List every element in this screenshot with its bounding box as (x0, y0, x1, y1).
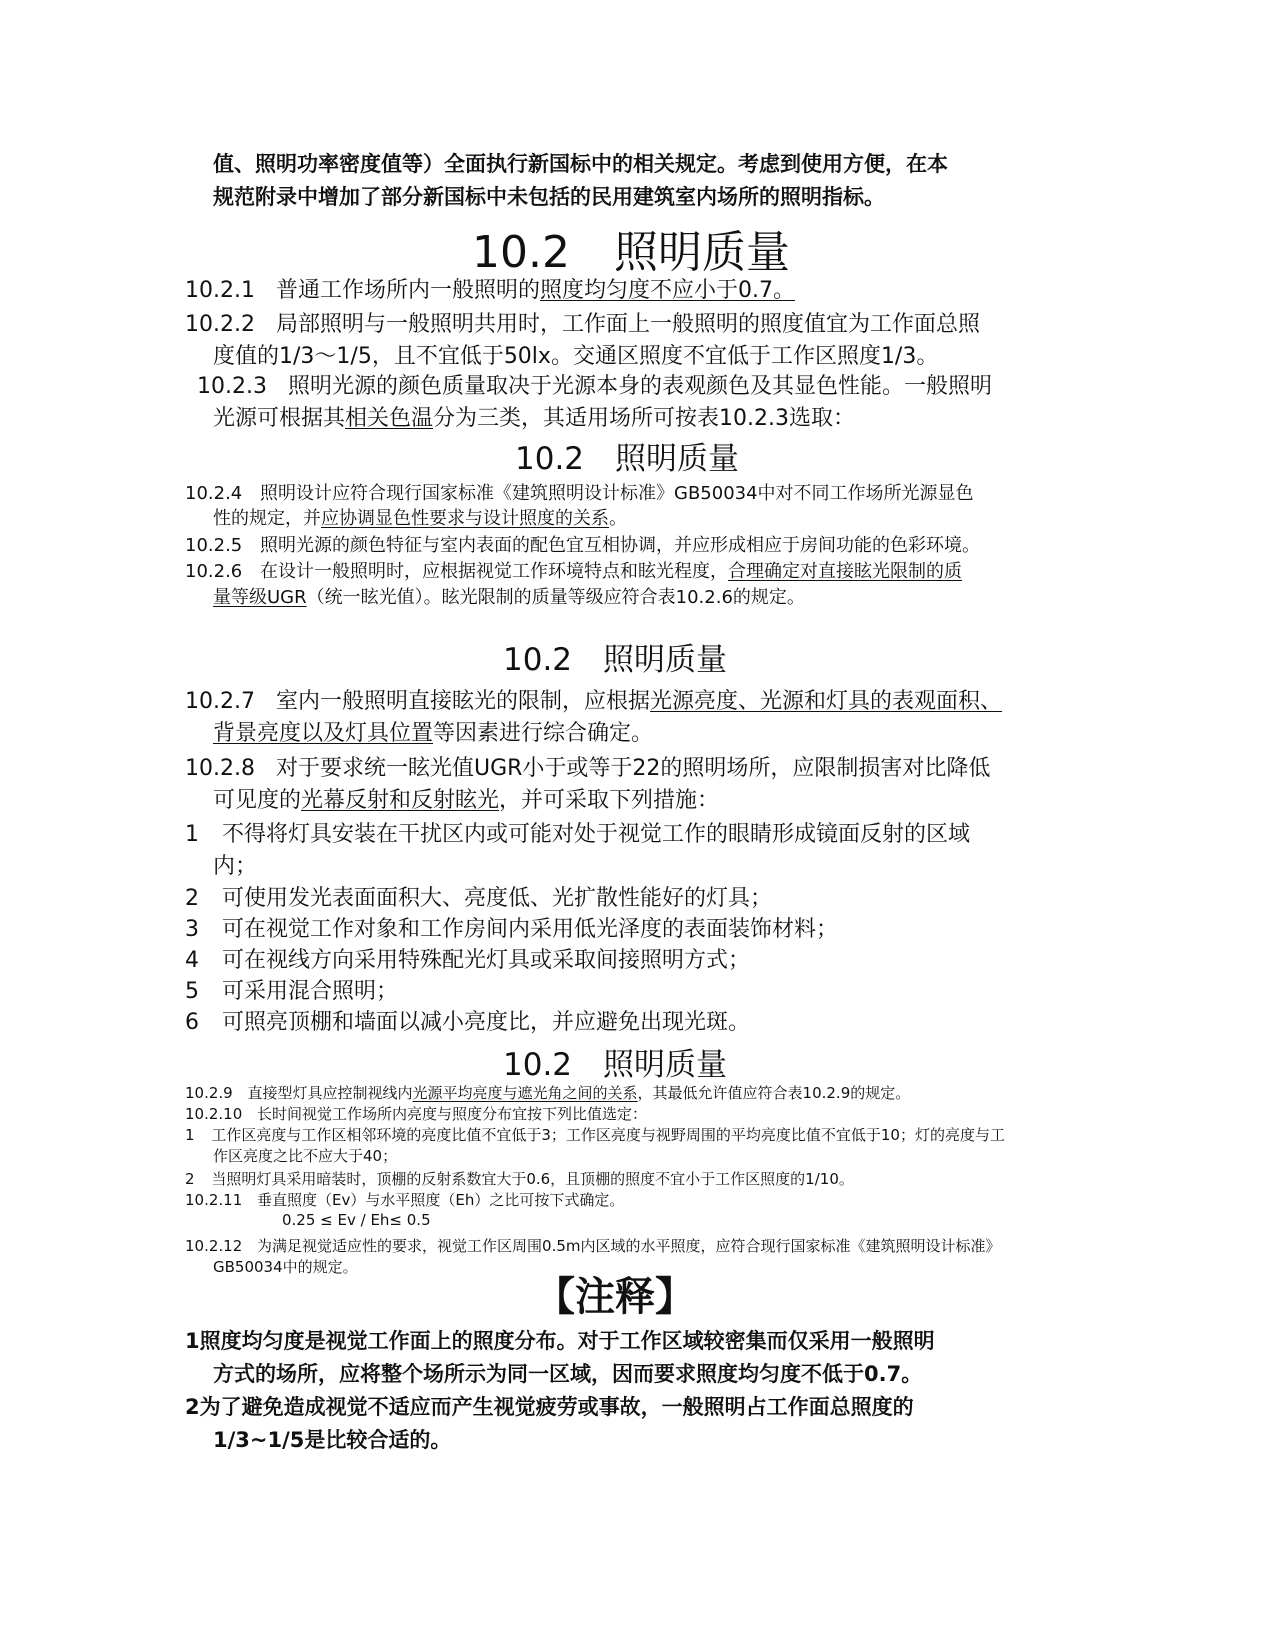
formula: 0.25 ≤ Ev / Eh≤ 0.5 (282, 1211, 431, 1229)
notes-title: 【注释】 (535, 1274, 695, 1320)
list-item-number: 1 (185, 1126, 195, 1144)
list-item (185, 974, 398, 1005)
clause-10-2-7 (185, 684, 1002, 715)
clause-10-2-5 (185, 531, 980, 557)
list-item (185, 881, 772, 912)
list-item-number: 3 (185, 917, 199, 942)
clause-10-2-7-cont (213, 716, 653, 747)
clause-underlined: 光源平均亮度与遮光角之间的关系 (412, 1084, 638, 1102)
clause-text: ，其最低允许值应符合表10.2.9的规定。 (637, 1084, 911, 1102)
clause-number: 10.2.5 (185, 535, 243, 556)
list-item-cont: 内； (213, 854, 258, 879)
clause-10-2-3 (197, 369, 992, 400)
clause-underlined: 相关色温 (345, 406, 434, 431)
list-item-number: 2 (185, 1170, 195, 1188)
list-item-text: 当照明灯具采用暗装时，顶棚的反射系数宜大于0.6，且顶棚的照度不宜小于工作区照度的1/10。 (211, 1170, 854, 1188)
intro-line-2: 规范附录中增加了部分新国标中未包括的民用建筑室内场所的照明指标。 (213, 185, 885, 209)
clause-10-2-10 (185, 1103, 647, 1124)
section-heading-3: 10.2 照明质量 (503, 642, 728, 678)
clause-text: 光源可根据其 (213, 406, 346, 431)
clause-underlined: 光源亮度、光源和灯具的表观面积、 (650, 689, 1003, 714)
section-heading-1: 10.2 照明质量 (472, 227, 790, 278)
clause-number: 10.2.8 (185, 756, 255, 781)
section-heading-2: 10.2 照明质量 (515, 441, 740, 477)
clause-underlined: 照度均匀度不应小于0.7。 (540, 278, 795, 303)
clause-text: 可见度的 (213, 788, 302, 813)
list-item (185, 817, 970, 848)
clause-text: 室内一般照明直接眩光的限制，应根据 (275, 689, 650, 714)
clause-text: ，并可采取下列措施： (499, 788, 720, 813)
note-1-line-1: 1照度均匀度是视觉工作面上的照度分布。对于工作区域较密集而仅采用一般照明 (185, 1329, 935, 1353)
clause-text: 对于要求统一眩光值UGR小于或等于22的照明场所，应限制损害对比降低 (275, 756, 991, 781)
clause-10-2-2-cont: 度值的1/3～1/5，且不宜低于50lx。交通区照度不宜低于工作区照度1/3。 (213, 344, 939, 369)
clause-10-2-8-cont (213, 783, 719, 814)
clause-number: 10.2.11 (185, 1191, 243, 1209)
clause-underlined: 合理确定对直接眩光限制的质 (728, 561, 962, 582)
intro-line-1: 值、照明功率密度值等）全面执行新国标中的相关规定。考虑到使用方便，在本 (213, 152, 948, 176)
clause-number: 10.2.6 (185, 561, 243, 582)
list-item-text: 可在视线方向采用特殊配光灯具或采取间接照明方式； (222, 948, 751, 973)
clause-number: 10.2.7 (185, 689, 255, 714)
sub-item-2 (185, 1168, 854, 1189)
clause-number: 10.2.1 (185, 278, 255, 303)
clause-number: 10.2.4 (185, 483, 243, 504)
clause-10-2-6 (185, 557, 962, 583)
section-heading-4: 10.2 照明质量 (503, 1047, 728, 1083)
list-item-number: 5 (185, 979, 199, 1004)
list-item (185, 1005, 750, 1036)
list-item-number: 4 (185, 948, 199, 973)
list-item (185, 943, 750, 974)
note-2-line-2: 1/3~1/5是比较合适的。 (213, 1428, 452, 1452)
clause-number: 10.2.10 (185, 1105, 243, 1123)
clause-10-2-4-cont (213, 504, 627, 530)
list-item-number: 6 (185, 1010, 199, 1035)
list-item-text: 可使用发光表面面积大、亮度低、光扩散性能好的灯具； (222, 886, 773, 911)
list-item-text: 不得将灯具安装在干扰区内或可能对处于视觉工作的眼睛形成镜面反射的区域 (222, 822, 971, 847)
clause-text: 在设计一般照明时，应根据视觉工作环境特点和眩光程度， (260, 561, 728, 582)
note-2-line-1: 2为了避免造成视觉不适应而产生视觉疲劳或事故，一般照明占工作面总照度的 (185, 1395, 914, 1419)
note-1-line-2: 方式的场所，应将整个场所示为同一区域，因而要求照度均匀度不低于0.7。 (213, 1362, 923, 1386)
clause-text: 性的规定，并 (213, 508, 321, 529)
clause-text: 普通工作场所内一般照明的 (275, 278, 540, 303)
clause-text: 照明光源的颜色质量取决于光源本身的表观颜色及其显色性能。一般照明 (287, 374, 992, 399)
clause-number: 10.2.3 (197, 374, 267, 399)
list-item-text: 可在视觉工作对象和工作房间内采用低光泽度的表面装饰材料； (222, 917, 839, 942)
clause-text: 直接型灯具应控制视线内 (247, 1084, 413, 1102)
clause-text: 为满足视觉适应性的要求，视觉工作区周围0.5m内区域的水平照度，应符合现行国家标准《建筑照明设计标准》 (257, 1237, 1001, 1255)
clause-text: 照明光源的颜色特征与室内表面的配色宜互相协调，并应形成相应于房间功能的色彩环境。 (260, 535, 980, 556)
clause-10-2-12-cont: GB50034中的规定。 (213, 1258, 358, 1276)
clause-10-2-12 (185, 1235, 1001, 1256)
clause-text: 照明设计应符合现行国家标准《建筑照明设计标准》GB50034中对不同工作场所光源显色 (260, 483, 974, 504)
clause-text: 垂直照度（Ev）与水平照度（Eh）之比可按下式确定。 (257, 1191, 625, 1209)
list-item-number: 2 (185, 886, 199, 911)
clause-text: 长时间视觉工作场所内亮度与照度分布宜按下列比值选定： (257, 1105, 648, 1123)
clause-number: 10.2.12 (185, 1237, 243, 1255)
clause-10-2-9 (185, 1082, 910, 1103)
list-item-text: 工作区亮度与工作区相邻环境的亮度比值不宜低于3；工作区亮度与视野周围的平均亮度比值不宜低于10；灯的亮度与工 (211, 1126, 1005, 1144)
list-item-text: 可采用混合照明； (222, 979, 399, 1004)
clause-text: 局部照明与一般照明共用时，工作面上一般照明的照度值宜为工作面总照 (275, 312, 980, 337)
clause-10-2-1 (185, 273, 795, 304)
sub-item-1-cont: 作区亮度之比不应大于40； (213, 1147, 398, 1165)
list-item-text: 可照亮顶棚和墙面以减小亮度比，并应避免出现光斑。 (222, 1010, 751, 1035)
clause-text: 等因素进行综合确定。 (433, 721, 654, 746)
list-item (185, 912, 838, 943)
clause-number: 10.2.2 (185, 312, 255, 337)
clause-underlined: 背景亮度以及灯具位置 (213, 721, 434, 746)
clause-underlined: 光幕反射和反射眩光 (301, 788, 500, 813)
clause-10-2-2 (185, 307, 980, 338)
clause-10-2-11 (185, 1189, 624, 1210)
clause-10-2-8 (185, 751, 990, 782)
clause-text: （统一眩光值）。眩光限制的质量等级应符合表10.2.6的规定。 (306, 587, 805, 608)
clause-10-2-4 (185, 479, 974, 505)
clause-underlined: 应协调显色性要求与设计照度的关系 (321, 508, 609, 529)
clause-10-2-6-cont (213, 583, 805, 609)
sub-item-1 (185, 1124, 1005, 1145)
list-item-number: 1 (185, 822, 199, 847)
clause-text: 分为三类，其适用场所可按表10.2.3选取： (433, 406, 856, 431)
clause-text: 。 (609, 508, 627, 529)
clause-underlined: 量等级UGR (213, 587, 307, 608)
clause-number: 10.2.9 (185, 1084, 233, 1102)
clause-10-2-3-cont (213, 401, 855, 432)
